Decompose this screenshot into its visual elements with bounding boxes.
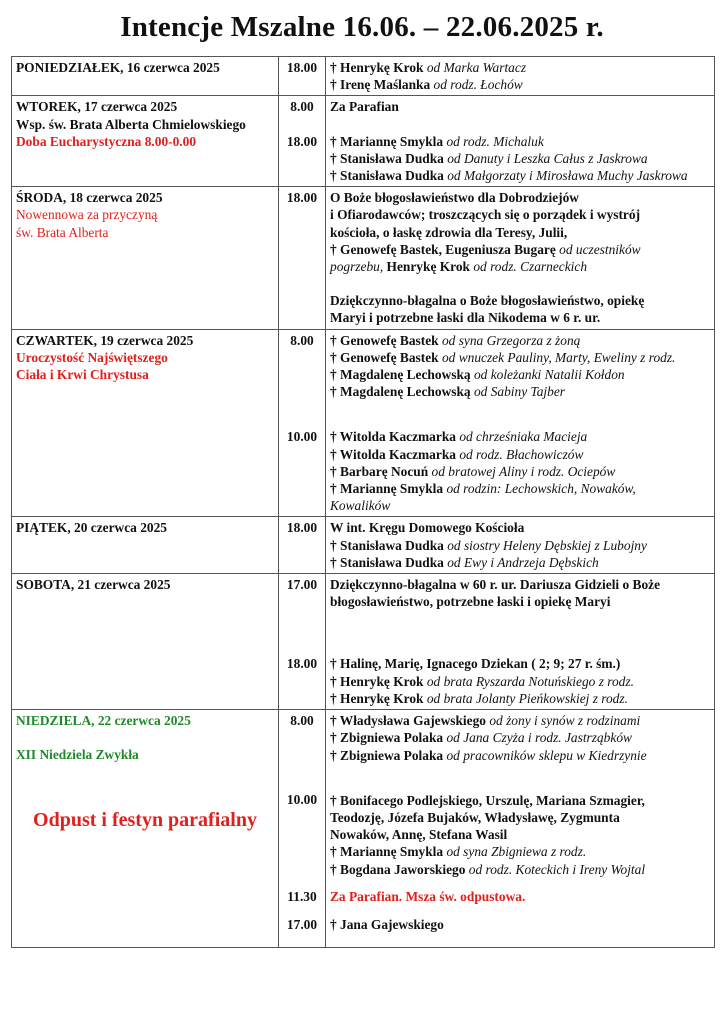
time-cell <box>279 329 326 517</box>
intentions-cell <box>326 329 715 517</box>
intention-continuation: Kowalików <box>330 498 391 514</box>
intention: † Witolda Kaczmarka od rodz. Błachowiczów <box>330 446 584 462</box>
intention: † Mariannę Smykla od rodzin: Lechowskich, Nowaków, <box>330 481 636 497</box>
intention: † Zbigniewa Polaka od Jana Czyża i rodz. Jastrząbków <box>330 730 632 746</box>
intention-text: † Bonifacego Podlejskiego, Urszulę, Mariana Szmagier, <box>330 792 645 808</box>
intention-text: Teodozję, Józefa Bujaków, Władysławę, Zygmunta <box>330 809 620 825</box>
table-row <box>12 329 715 517</box>
mass-time: 8.00 <box>290 332 314 348</box>
intention: † Henrykę Krok od Marka Wartacz <box>330 60 527 75</box>
feast-announcement: Odpust i festyn parafialny <box>33 808 257 831</box>
intention: † Henrykę Krok od brata Ryszarda Notuńskiego z rodz. <box>330 673 634 689</box>
intention: † Irenę Maślanka od rodz. Łochów <box>330 77 523 93</box>
time-cell <box>279 574 326 710</box>
intention: † Zbigniewa Polaka od pracowników sklepu w Kiedrzynie <box>330 747 647 763</box>
intention: † Halinę, Marię, Ignacego Dziekan ( 2; 9; 27 r. śm.) <box>330 656 621 672</box>
intention-text: Dziękczynno-błagalna o Boże błogosławieństwo, opiekę <box>330 293 645 309</box>
intention-text: † Genowefę Bastek, Eugeniusza Bugarę od uczestników <box>330 241 641 257</box>
day-cell <box>12 96 279 187</box>
table-row <box>12 517 715 574</box>
mass-time: 18.00 <box>286 520 318 536</box>
intentions-cell <box>326 574 715 710</box>
day-subtitle: Nowennowa za przyczyną <box>16 207 158 223</box>
table-row <box>12 57 715 96</box>
intention-text: kościoła, o łaskę zdrowia dla Teresy, Julii, <box>330 224 568 240</box>
intention: † Magdalenę Lechowską od Sabiny Tajber <box>330 384 565 400</box>
mass-time: 18.00 <box>286 190 318 206</box>
time-cell <box>279 57 326 96</box>
day-cell <box>12 329 279 517</box>
intention: † Stanisława Dudka od siostry Heleny Dębskiej z Lubojny <box>330 537 647 553</box>
intention-text: Nowaków, Annę, Stefana Wasil <box>330 827 508 843</box>
intention-text: i Ofiarodawców; troszczących się o porządek i wystrój <box>330 207 641 223</box>
mass-time: 17.00 <box>286 916 318 932</box>
day-subtitle: Ciała i Krwi Chrystusa <box>16 367 149 383</box>
table-row <box>12 710 715 948</box>
mass-time: 18.00 <box>286 133 318 149</box>
intention: † Stanisława Dudka od Ewy i Andrzeja Dębskich <box>330 554 599 570</box>
mass-time: 18.00 <box>286 656 318 672</box>
day-subtitle: Wsp. św. Brata Alberta Chmielowskiego <box>16 116 246 132</box>
intention: † Stanisława Dudka od Danuty i Leszka Całus z Jaskrowa <box>330 150 648 166</box>
day-subtitle: św. Brata Alberta <box>16 224 109 240</box>
day-cell <box>12 517 279 574</box>
intention: W int. Kręgu Domowego Kościoła <box>330 520 525 536</box>
mass-time: 18.00 <box>286 60 318 75</box>
intention: † Stanisława Dudka od Małgorzaty i Mirosława Muchy Jaskrowa <box>330 168 688 184</box>
page-title: Intencje Mszalne 16.06. – 22.06.2025 r. <box>120 11 604 43</box>
intentions-cell <box>326 96 715 187</box>
intention-text: Maryi i potrzebne łaski dla Nikodema w 6 r. ur. <box>330 310 601 326</box>
mass-time: 10.00 <box>286 792 318 808</box>
intention: † Genowefę Bastek od wnuczek Pauliny, Marty, Eweliny z rodz. <box>330 349 676 365</box>
day-cell <box>12 710 279 948</box>
day-cell <box>12 187 279 329</box>
mass-time: 11.30 <box>287 888 317 904</box>
intentions-cell <box>326 187 715 329</box>
time-cell <box>279 187 326 329</box>
mass-time: 17.00 <box>286 577 318 593</box>
intention: † Genowefę Bastek od syna Grzegorza z żoną <box>330 332 581 348</box>
mass-time: 8.00 <box>290 99 314 115</box>
time-cell <box>279 96 326 187</box>
day-cell <box>12 574 279 710</box>
time-cell <box>279 710 326 948</box>
intention: † Barbarę Nocuń od bratowej Aliny i rodz. Ociepów <box>330 463 616 479</box>
intention: † Mariannę Smykla od rodz. Michaluk <box>330 133 544 149</box>
day-name: NIEDZIELA, 22 czerwca 2025 <box>16 713 191 729</box>
day-name: ŚRODA, 18 czerwca 2025 <box>16 190 163 206</box>
intention: † Magdalenę Lechowską od koleżanki Natalii Kołdon <box>330 367 625 383</box>
mass-time: 10.00 <box>286 428 318 444</box>
day-subtitle: XII Niedziela Zwykła <box>16 747 139 763</box>
day-subtitle: Doba Eucharystyczna 8.00-0.00 <box>16 133 197 149</box>
intention-text: O Boże błogosławieństwo dla Dobrodziejów <box>330 190 579 206</box>
intention: † Witolda Kaczmarka od chrześniaka Macieja <box>330 429 588 445</box>
intention-text: Dziękczynno-błagalna w 60 r. ur. Dariusza Gidzieli o Boże <box>330 577 661 593</box>
intention-text: pogrzebu, Henrykę Krok od rodz. Czarneckich <box>330 259 588 275</box>
time-cell <box>279 517 326 574</box>
table-row <box>12 96 715 187</box>
mass-time: 8.00 <box>290 713 314 729</box>
intention: Za Parafian <box>330 99 399 115</box>
table-row <box>12 187 715 329</box>
day-subtitle: Uroczystość Najświętszego <box>16 349 168 365</box>
mass-intentions-table <box>11 56 715 948</box>
intentions-cell <box>326 710 715 948</box>
intention: † Bogdana Jaworskiego od rodz. Koteckich i Ireny Wojtal <box>330 861 646 877</box>
day-name: PONIEDZIAŁEK, 16 czerwca 2025 <box>16 60 220 75</box>
table-row <box>12 574 715 710</box>
intention: † Władysława Gajewskiego od żony i synów z rodzinami <box>330 713 641 729</box>
intention: † Jana Gajewskiego <box>330 916 444 932</box>
day-name: PIĄTEK, 20 czerwca 2025 <box>16 520 167 536</box>
intention: † Henrykę Krok od brata Jolanty Pieńkowskiej z rodz. <box>330 690 628 706</box>
day-name: WTOREK, 17 czerwca 2025 <box>16 99 178 115</box>
intention-text: błogosławieństwo, potrzebne łaski i opiekę Maryi <box>330 594 611 610</box>
intention: † Mariannę Smykla od syna Zbigniewa z rodz. <box>330 844 587 860</box>
intentions-cell <box>326 517 715 574</box>
day-cell <box>12 57 279 96</box>
day-name: CZWARTEK, 19 czerwca 2025 <box>16 332 194 348</box>
day-name: SOBOTA, 21 czerwca 2025 <box>16 577 171 593</box>
intentions-cell <box>326 57 715 96</box>
intention: Za Parafian. Msza św. odpustowa. <box>330 888 526 904</box>
